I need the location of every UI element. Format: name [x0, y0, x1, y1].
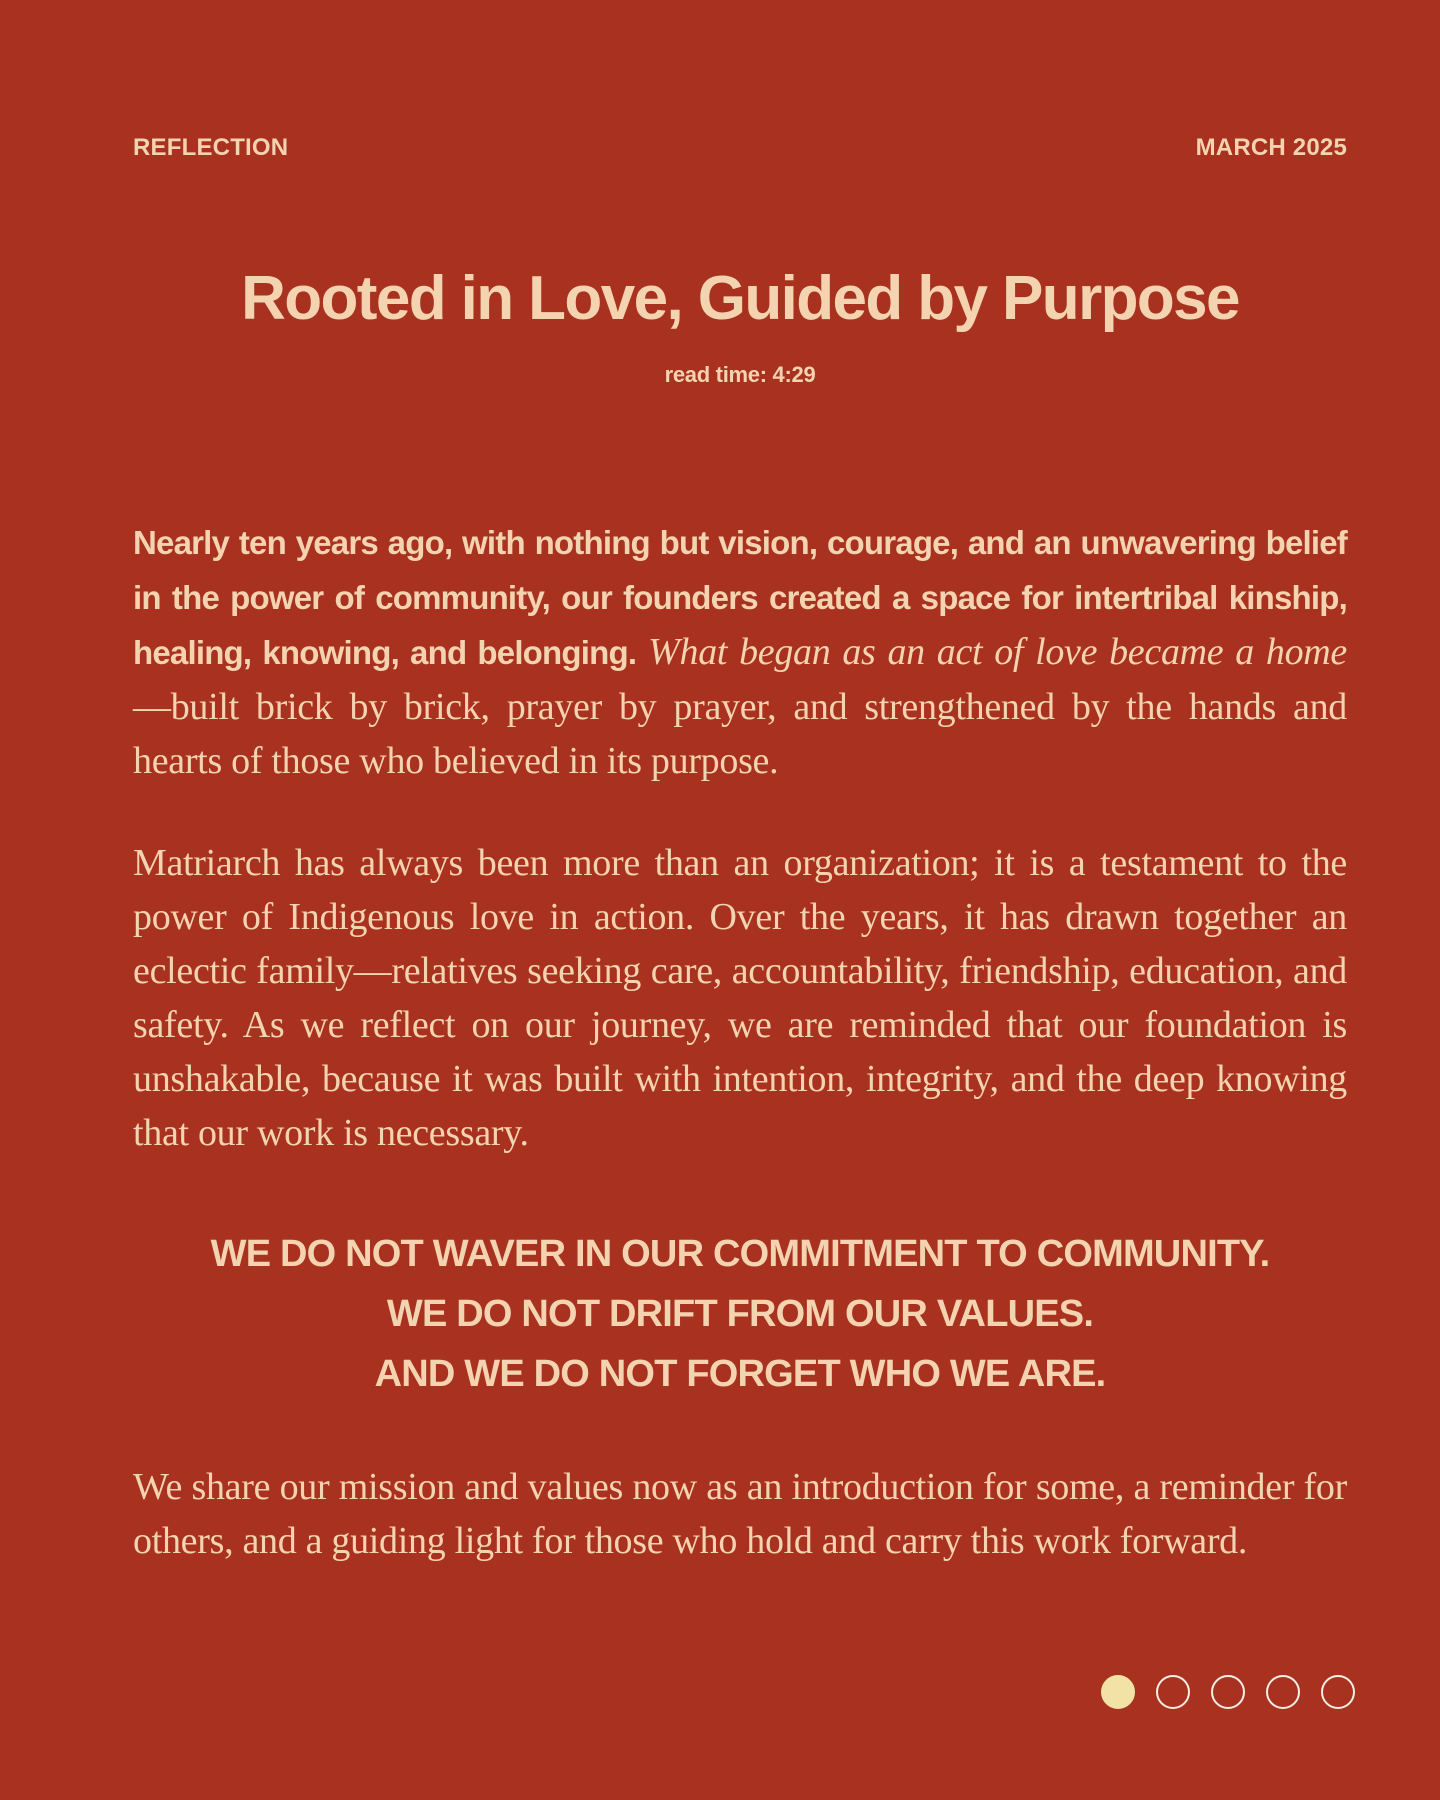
- top-bar: [133, 134, 1347, 162]
- intro-rest-text: —built brick by brick, prayer by prayer, and strengthened by the hands and hearts of those who believed in its purpose.: [133, 686, 1347, 782]
- date-label: MARCH 2025: [1195, 134, 1347, 161]
- intro-italic-text: What began as an act of love became a home: [648, 631, 1347, 673]
- page-dot-2[interactable]: [1156, 1675, 1190, 1709]
- page-dot-4[interactable]: [1266, 1675, 1300, 1709]
- category-label: REFLECTION: [133, 134, 289, 161]
- page-dot-3[interactable]: [1211, 1675, 1245, 1709]
- statement-line: AND WE DO NOT FORGET WHO WE ARE.: [374, 1353, 1106, 1395]
- carousel-pagination: [1101, 1675, 1355, 1709]
- body-paragraph: Matriarch has always been more than an organization; it is a testament to the power of Indigenous love in action. Over the years, it has drawn together an eclectic family—relatives seeking care, accountability, friendship, education, and safety. As we reflect on our journey, we are reminded that our foundation is unshakable, because it was built with intention, integrity, and the deep knowing that our work is necessary.: [133, 842, 1347, 1154]
- read-time: read time: 4:29: [664, 362, 816, 387]
- page-dot-1[interactable]: [1101, 1675, 1135, 1709]
- intro-lead-text: Nearly ten years ago, with nothing but vision, courage, and an unwavering belief in the power of community, our founders created a space for intertribal kinship, healing, knowing, and belonging.: [133, 524, 1347, 671]
- article-page: [133, 0, 1347, 1800]
- closing-paragraph: We share our mission and values now as an introduction for some, a reminder for others, and a guiding light for those who hold and carry this work forward.: [133, 1466, 1347, 1562]
- statement-line: WE DO NOT WAVER IN OUR COMMITMENT TO COMMUNITY.: [210, 1233, 1270, 1275]
- statement-line: WE DO NOT DRIFT FROM OUR VALUES.: [386, 1293, 1094, 1335]
- intro-paragraph: [133, 515, 1347, 788]
- article-title: Rooted in Love, Guided by Purpose: [241, 264, 1239, 333]
- values-statement: [133, 1224, 1347, 1404]
- page-dot-5[interactable]: [1321, 1675, 1355, 1709]
